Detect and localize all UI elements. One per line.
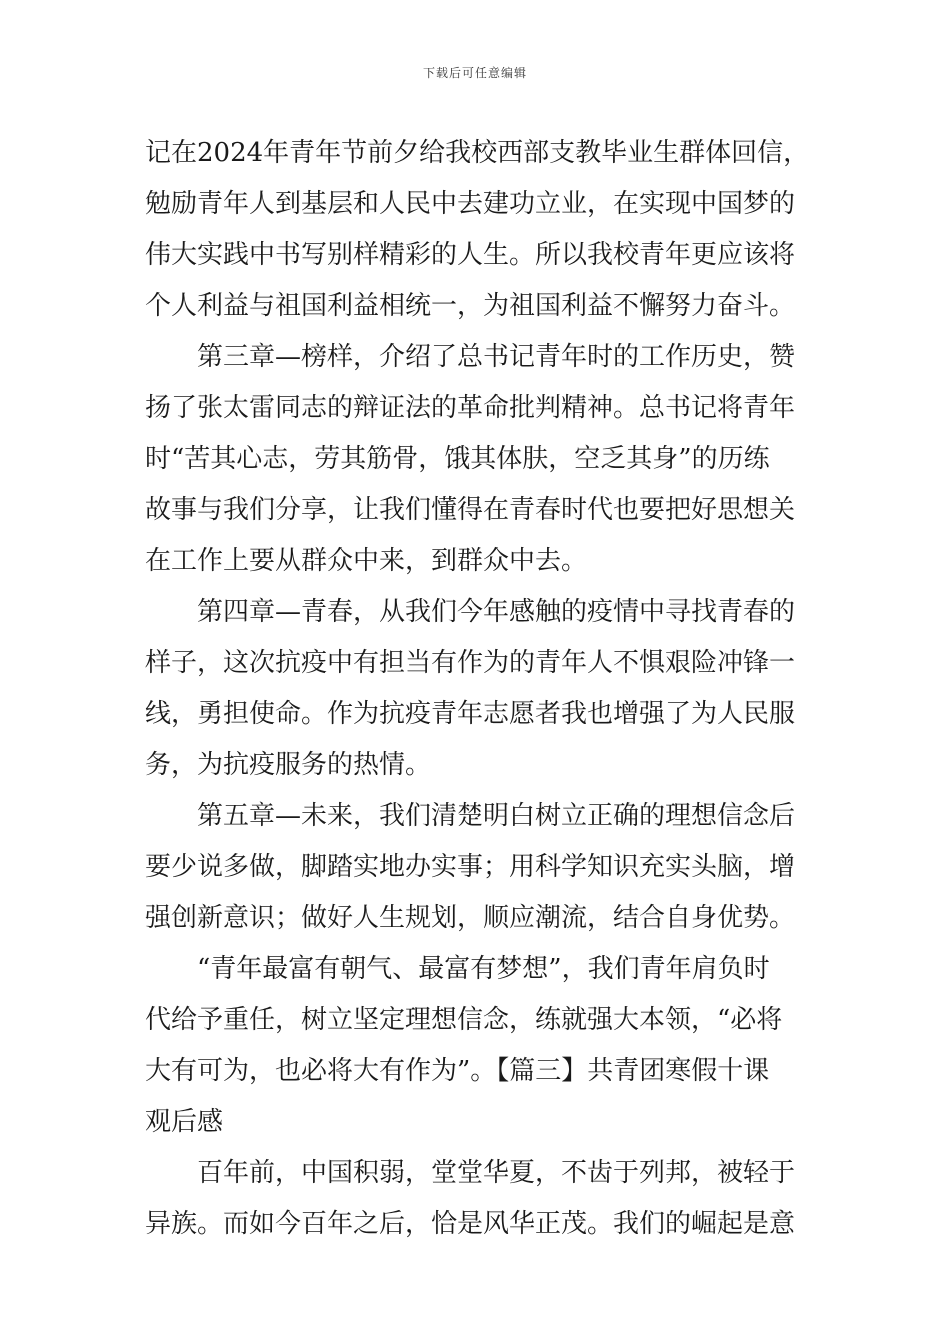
page-header-note: 下载后可任意编辑 bbox=[422, 66, 527, 80]
text-line: 异族。而如今百年之后，恰是风华正茂。我们的崛起是意 bbox=[145, 1209, 796, 1239]
text-line: 在工作上要从群众中来，到群众中去。 bbox=[145, 546, 588, 576]
text-line: 扬了张太雷同志的辩证法的革命批判精神。总书记将青年 bbox=[145, 393, 796, 423]
paragraph-start-chapter-three: 第三章—榜样，介绍了总书记青年时的工作历史，赞 bbox=[197, 342, 796, 372]
text-line: 要少说多做，脚踏实地办实事；用科学知识充实头脑，增 bbox=[145, 852, 796, 882]
text-line: 样子，这次抗疫中有担当有作为的青年人不惧艰险冲锋一 bbox=[145, 648, 796, 678]
text-line: 大有可为，也必将大有作为”。【篇三】共青团寒假十课 bbox=[145, 1056, 770, 1086]
paragraph-start-chapter-four: 第四章—青春，从我们今年感触的疫情中寻找青春的 bbox=[197, 597, 796, 627]
text-line: 代给予重任，树立坚定理想信念，练就强大本领，“必将 bbox=[145, 1005, 783, 1035]
text-line: 个人利益与祖国利益相统一，为祖国利益不懈努力奋斗。 bbox=[145, 291, 796, 321]
paragraph-start-quote: “青年最富有朝气、最富有梦想”，我们青年肩负时 bbox=[197, 954, 770, 984]
text-line: 线，勇担使命。作为抗疫青年志愿者我也增强了为人民服 bbox=[145, 699, 796, 729]
text-line: 故事与我们分享，让我们懂得在青春时代也要把好思想关 bbox=[145, 495, 796, 525]
text-line: 伟大实践中书写别样精彩的人生。所以我校青年更应该将 bbox=[145, 240, 796, 270]
text-line: 记在2024年青年节前夕给我校西部支教毕业生群体回信， bbox=[145, 138, 810, 168]
text-line: 勉励青年人到基层和人民中去建功立业，在实现中国梦的 bbox=[145, 189, 796, 219]
paragraph-start-chapter-five: 第五章—未来，我们清楚明白树立正确的理想信念后 bbox=[197, 801, 796, 831]
text-line: 务，为抗疫服务的热情。 bbox=[145, 750, 432, 780]
text-line: 观后感 bbox=[145, 1107, 224, 1137]
paragraph-start-century: 百年前，中国积弱，堂堂华夏，不齿于列邦，被轻于 bbox=[197, 1158, 796, 1188]
text-line: 强创新意识；做好人生规划，顺应潮流，结合自身优势。 bbox=[145, 903, 796, 933]
text-line: 时“苦其心志，劳其筋骨，饿其体肤，空乏其身”的历练 bbox=[145, 444, 770, 474]
document-body bbox=[145, 128, 810, 1250]
